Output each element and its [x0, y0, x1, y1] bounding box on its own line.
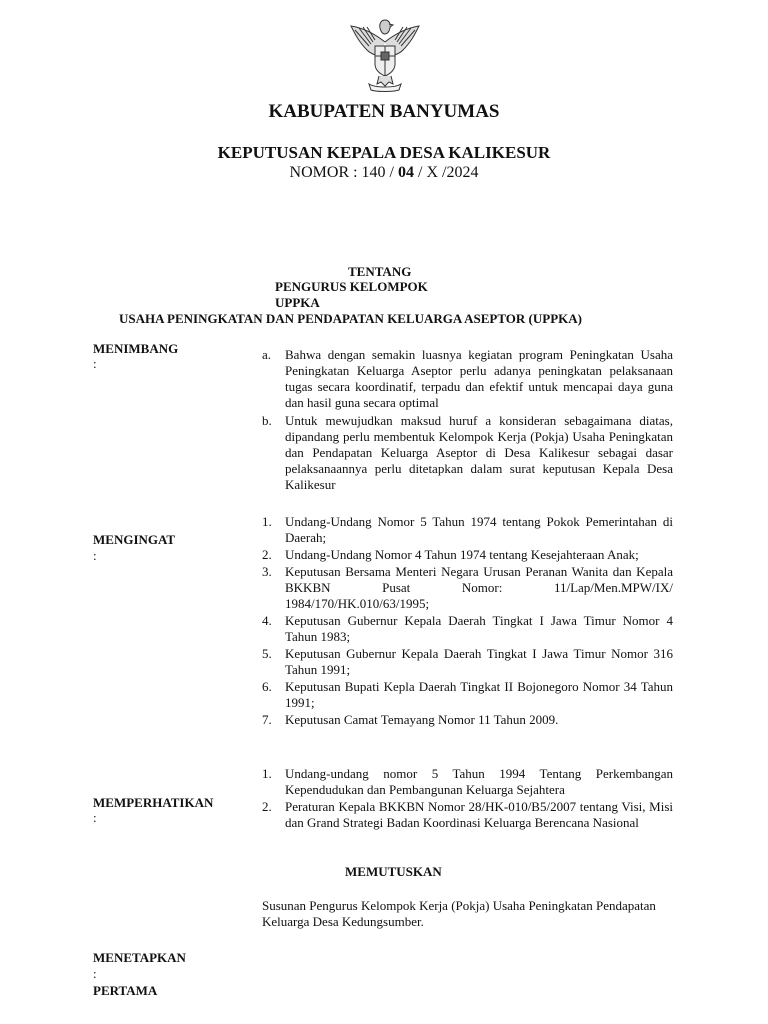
decree-number-prefix: NOMOR : 140 / [289, 164, 394, 181]
memperhatikan-list [260, 766, 673, 832]
list-item [260, 679, 673, 711]
subject-line-2: UPPKA [275, 295, 320, 310]
decree-number [0, 164, 768, 182]
garuda-emblem-icon [345, 12, 425, 92]
list-item [260, 646, 673, 678]
list-marker: 3. [262, 564, 272, 579]
tentang-heading: TENTANG [348, 264, 412, 279]
menetapkan-label: MENETAPKAN [93, 950, 186, 965]
list-text: Undang-Undang Nomor 5 Tahun 1974 tentang Pokok Pemerintahan di Daerah; [285, 514, 673, 545]
list-text: Keputusan Camat Temayang Nomor 11 Tahun 2009. [285, 712, 559, 727]
list-item [260, 613, 673, 645]
list-marker: 4. [262, 613, 272, 628]
list-marker: 5. [262, 646, 272, 661]
list-item [260, 347, 673, 411]
list-text: Peraturan Kepala BKKBN Nomor 28/HK-010/B5/2007 tentang Visi, Misi dan Grand Strategi Badan Koordinasi Keluarga Berencana Nasional [285, 799, 673, 830]
list-item [260, 799, 673, 831]
list-text: Undang-undang nomor 5 Tahun 1994 Tentang Perkembangan Kependudukan dan Pembangunan Keluarga Sejahtera [285, 766, 673, 797]
subject-line-3: USAHA PENINGKATAN DAN PENDAPATAN KELUARGA ASEPTOR (UPPKA) [119, 311, 582, 326]
mengingat-label: MENGINGAT [93, 532, 176, 547]
list-item [260, 766, 673, 798]
list-item [260, 413, 673, 493]
list-marker: 6. [262, 679, 272, 694]
list-item [260, 514, 673, 546]
list-text: Bahwa dengan semakin luasnya kegiatan program Peningkatan Usaha Peningkatan Keluarga Aseptor perlu adanya peningkatan pelaksanaan tugas secara koordinatif, terpadu dan efektif untuk mencapai daya guna dan hasil guna secara optimal [285, 347, 673, 410]
memperhatikan-colon: : [93, 810, 97, 825]
memperhatikan-label: MEMPERHATIKAN [93, 795, 214, 810]
list-marker: 1. [262, 766, 272, 781]
mengingat-colon: : [93, 548, 97, 563]
list-marker: a. [262, 347, 272, 362]
memutuskan-heading: MEMUTUSKAN [345, 864, 442, 879]
mengingat-list [260, 514, 673, 729]
list-marker: b. [262, 413, 272, 428]
list-marker: 2. [262, 799, 272, 814]
decree-number-suffix: / X /2024 [418, 164, 479, 181]
list-item [260, 547, 673, 563]
menimbang-colon: : [93, 356, 97, 371]
menimbang-label: MENIMBANG [93, 341, 179, 356]
list-text: Keputusan Gubernur Kepala Daerah Tingkat I Jawa Timur Nomor 4 Tahun 1983; [285, 613, 673, 644]
menimbang-list [260, 347, 673, 495]
pertama-label: PERTAMA [93, 983, 158, 998]
decree-number-bold: 04 [398, 164, 414, 181]
list-marker: 2. [262, 547, 272, 562]
list-item [260, 564, 673, 612]
menetapkan-colon: : [93, 966, 97, 981]
list-text: Untuk mewujudkan maksud huruf a konsideran sebagaimana diatas, dipandang perlu membentuk Kelompok Kerja (Pokja) Usaha Peningkatan dan Pendapatan Keluarga Aseptor di Desa Kalikesur sebagai dasar pelaksanaannya perlu ditetapkan dalam surat keputusan Kepala Desa Kalikesur [285, 413, 673, 492]
list-marker: 7. [262, 712, 272, 727]
menetapkan-text: Susunan Pengurus Kelompok Kerja (Pokja) Usaha Peningkatan Pendapatan Keluarga Desa Kedungsumber. [262, 898, 656, 929]
list-text: Keputusan Bupati Kepla Daerah Tingkat II Bojonegoro Nomor 34 Tahun 1991; [285, 679, 673, 710]
list-marker: 1. [262, 514, 272, 529]
list-item [260, 712, 673, 728]
list-text: Keputusan Gubernur Kepala Daerah Tingkat I Jawa Timur Nomor 316 Tahun 1991; [285, 646, 673, 677]
subject-line-1: PENGURUS KELOMPOK [275, 279, 428, 294]
decree-title: KEPUTUSAN KEPALA DESA KALIKESUR [217, 143, 551, 162]
regency-title: KABUPATEN BANYUMAS [268, 101, 500, 122]
list-text: Undang-Undang Nomor 4 Tahun 1974 tentang Kesejahteraan Anak; [285, 547, 639, 562]
list-text: Keputusan Bersama Menteri Negara Urusan Peranan Wanita dan Kepala BKKBN Pusat Nomor: 11/Lap/Men.MPW/IX/ 1984/170/HK.010/63/1995; [285, 564, 673, 611]
